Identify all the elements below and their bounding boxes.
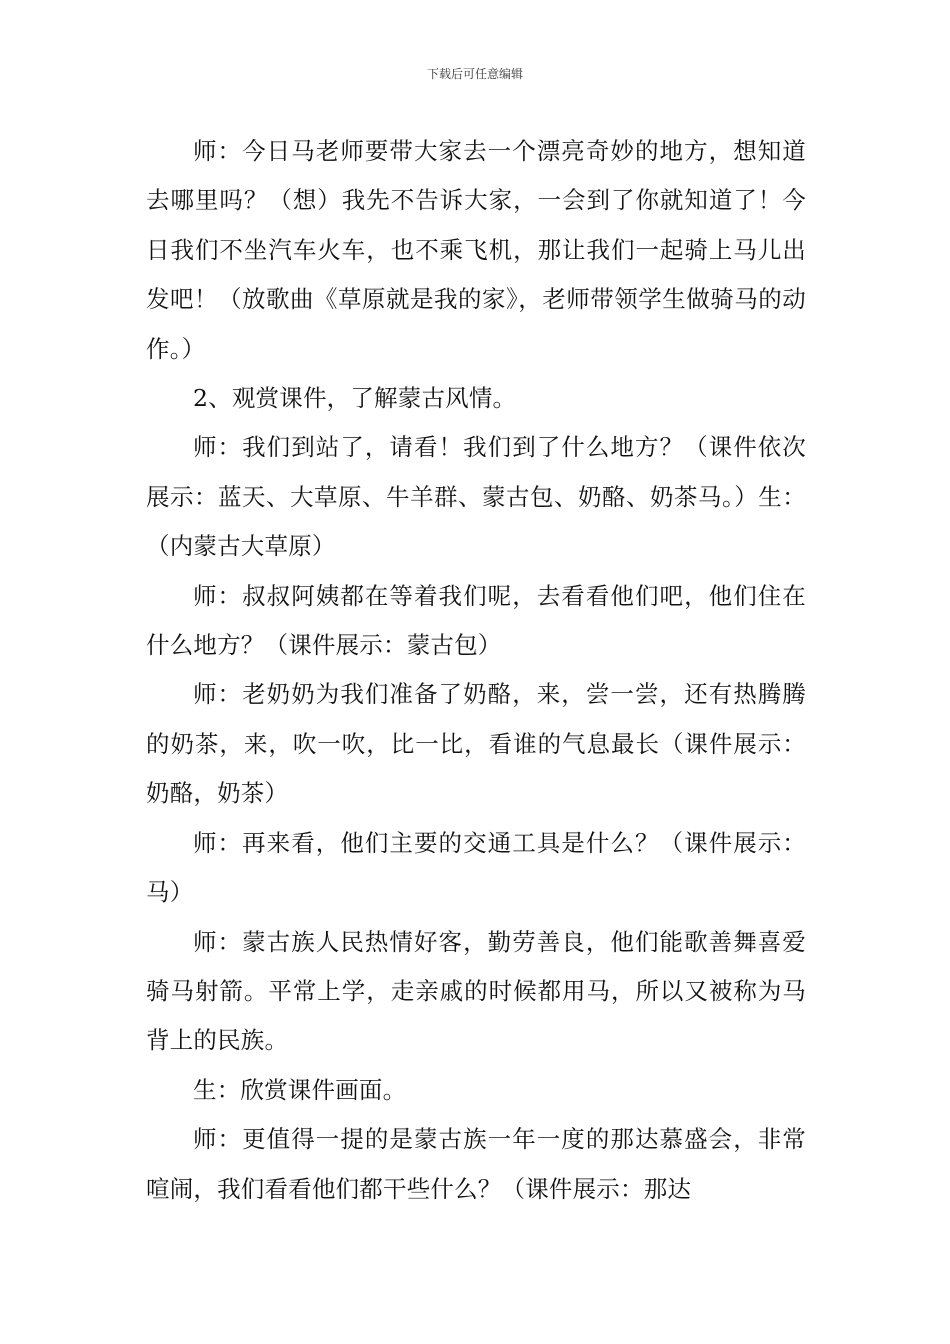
paragraph: 师：老奶奶为我们准备了奶酪，来，尝一尝，还有热腾腾的奶茶，来，吹一吹，比一比，看谁的气息最长（课件展示：奶酪，奶茶）: [146, 680, 806, 808]
paragraph: 师：蒙古族人民热情好客，勤劳善良，他们能歌善舞喜爱骑马射箭。平常上学，走亲戚的时候都用马，所以又被称为马背上的民族。: [146, 927, 806, 1055]
paragraph: 师：我们到站了，请看！我们到了什么地方？（课件依次展示：蓝天、大草原、牛羊群、蒙古包、奶酪、奶茶马。）生：（内蒙古大草原）: [146, 433, 806, 561]
paragraph: 生：欣赏课件画面。: [193, 1075, 407, 1104]
paragraph: 师：叔叔阿姨都在等着我们呢，去看看他们吧，他们住在什么地方？（课件展示：蒙古包）: [146, 581, 806, 660]
page-header-note: 下载后可任意编辑: [426, 67, 523, 81]
paragraph: 师：更值得一提的是蒙古族一年一度的那达慕盛会，非常喧闹，我们看看他们都干些什么？（课件展示：那达: [146, 1125, 806, 1203]
document-body: [146, 127, 806, 1214]
paragraph: 2、观赏课件，了解蒙古风情。: [193, 384, 517, 413]
paragraph: 师：今日马老师要带大家去一个漂亮奇妙的地方，想知道去哪里吗？（想）我先不告诉大家，一会到了你就知道了！今日我们不坐汽车火车，也不乘飞机，那让我们一起骑上马儿出发吧！（放歌曲《草原就是我的家》，老师带领学生做骑马的动作。）: [146, 137, 806, 363]
paragraph: 师：再来看，他们主要的交通工具是什么？（课件展示：马）: [146, 828, 806, 907]
